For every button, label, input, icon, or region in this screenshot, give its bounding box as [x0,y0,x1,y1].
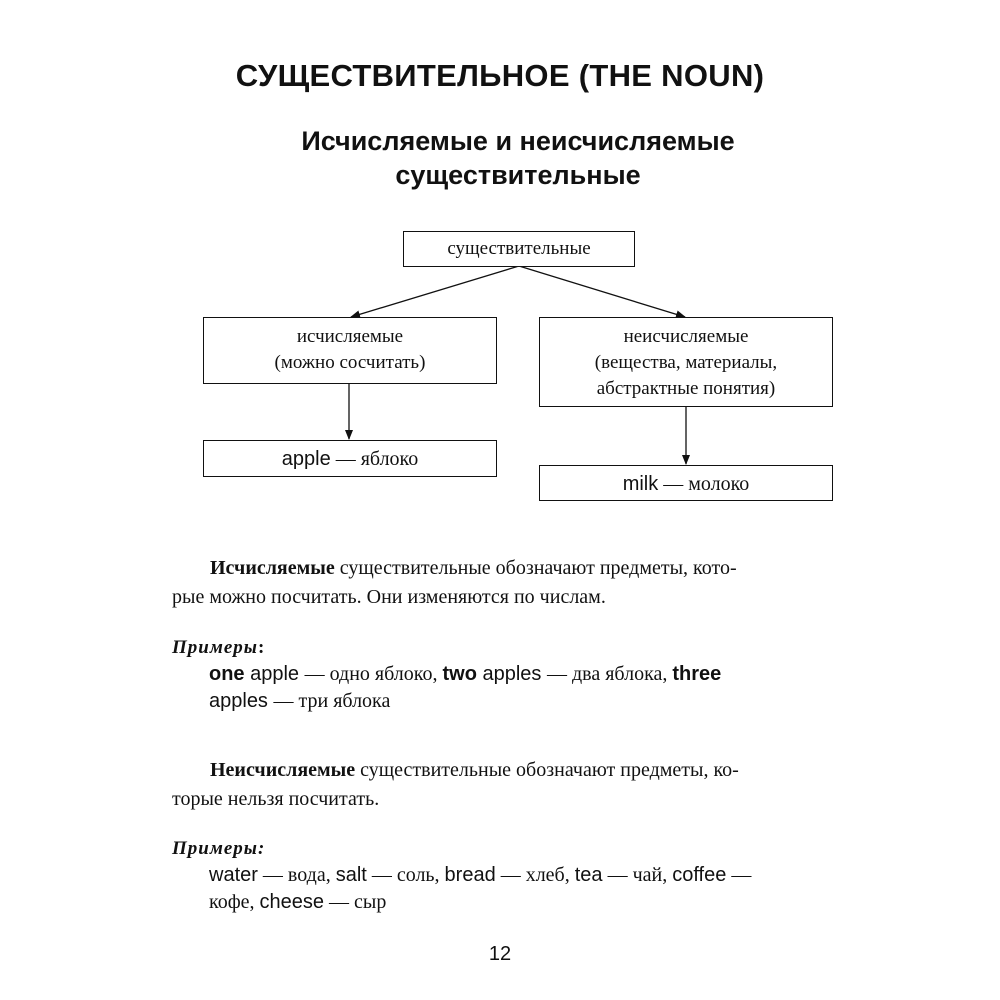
uncountable-box [539,317,833,407]
countable-note: (можно сосчитать) [274,352,426,373]
countable-label: исчисляемые [296,326,404,347]
example-salt-translation: — соль, [366,864,445,886]
example-apples: apples [476,663,547,685]
countable-examples-label [172,637,265,659]
countable-box [203,317,497,384]
uncountable-definition-line-1 [172,756,864,785]
uncountable-example-dash: — [658,473,689,495]
root-label: существительные [447,238,591,259]
uncountable-definition-line-2: торые нельзя посчитать. [172,788,380,810]
page-number: 12 [488,943,512,965]
example-water: water [209,864,258,886]
countable-definition-line-2: рые можно посчитать. Они изменяются по числам. [172,586,606,608]
uncountable-definition-text: существительные обозначают предметы, ко- [355,759,739,781]
countable-example-en: apple [281,448,331,470]
subtitle-line-1: Исчисляемые и неисчисляемые [301,126,735,156]
example-apples-2: apples [209,690,274,712]
uncountable-example-box [539,465,833,501]
countable-definition-line-1 [172,554,864,583]
countable-example-box [203,440,497,477]
uncountable-examples-label: Примеры: [172,838,266,859]
uncountable-examples [209,862,865,916]
example-tea: tea [574,864,603,886]
example-three: three [672,663,722,685]
example-coffee-dash: — [726,864,752,886]
countable-examples-word: Примеры [172,637,258,658]
uncountable-definition [172,756,864,814]
root-box [403,231,635,267]
countable-example-dash: — [330,448,361,470]
uncountable-example-ru: молоко [688,473,750,495]
arrow-to-uncountable [519,266,685,317]
example-cheese-translation: — сыр [324,891,387,913]
uncountable-note-1: (вещества, материалы, [594,352,778,373]
countable-example-ru: яблоко [360,448,419,470]
countable-examples-line-1 [209,661,865,688]
uncountable-term: Неисчисляемые [210,759,356,781]
countable-examples-colon: : [257,637,266,658]
example-three-translation: — три яблока [273,690,391,712]
example-apple: apple [244,663,305,685]
countable-definition [172,554,864,612]
example-water-translation: — вода, [257,864,336,886]
uncountable-examples-line-2 [209,889,865,916]
example-bread-translation: — хлеб, [495,864,575,886]
countable-term: Исчисляемые [210,557,335,579]
countable-examples [209,661,865,715]
arrow-to-countable [351,266,519,317]
uncountable-example-en: milk [622,473,659,495]
countable-examples-line-2 [209,688,865,715]
example-coffee: coffee [672,864,727,886]
example-one: one [209,663,245,685]
example-coffee-translation: кофе, [209,891,260,913]
uncountable-label: неисчисляемые [623,326,749,347]
example-bread: bread [444,864,496,886]
example-tea-translation: — чай, [602,864,673,886]
example-cheese: cheese [259,891,325,913]
example-two-translation: — два яблока, [547,663,673,685]
uncountable-note-2: абстрактные понятия) [596,378,776,399]
countable-definition-text: существительные обозначают предметы, кото- [334,557,737,579]
page-title: СУЩЕСТВИТЕЛЬНОЕ (THE NOUN) [235,58,765,93]
subtitle-line-2: существительные [395,160,641,190]
example-two: two [442,663,477,685]
example-salt: salt [335,864,367,886]
uncountable-examples-line-1 [209,862,865,889]
example-one-translation: — одно яблоко, [304,663,443,685]
